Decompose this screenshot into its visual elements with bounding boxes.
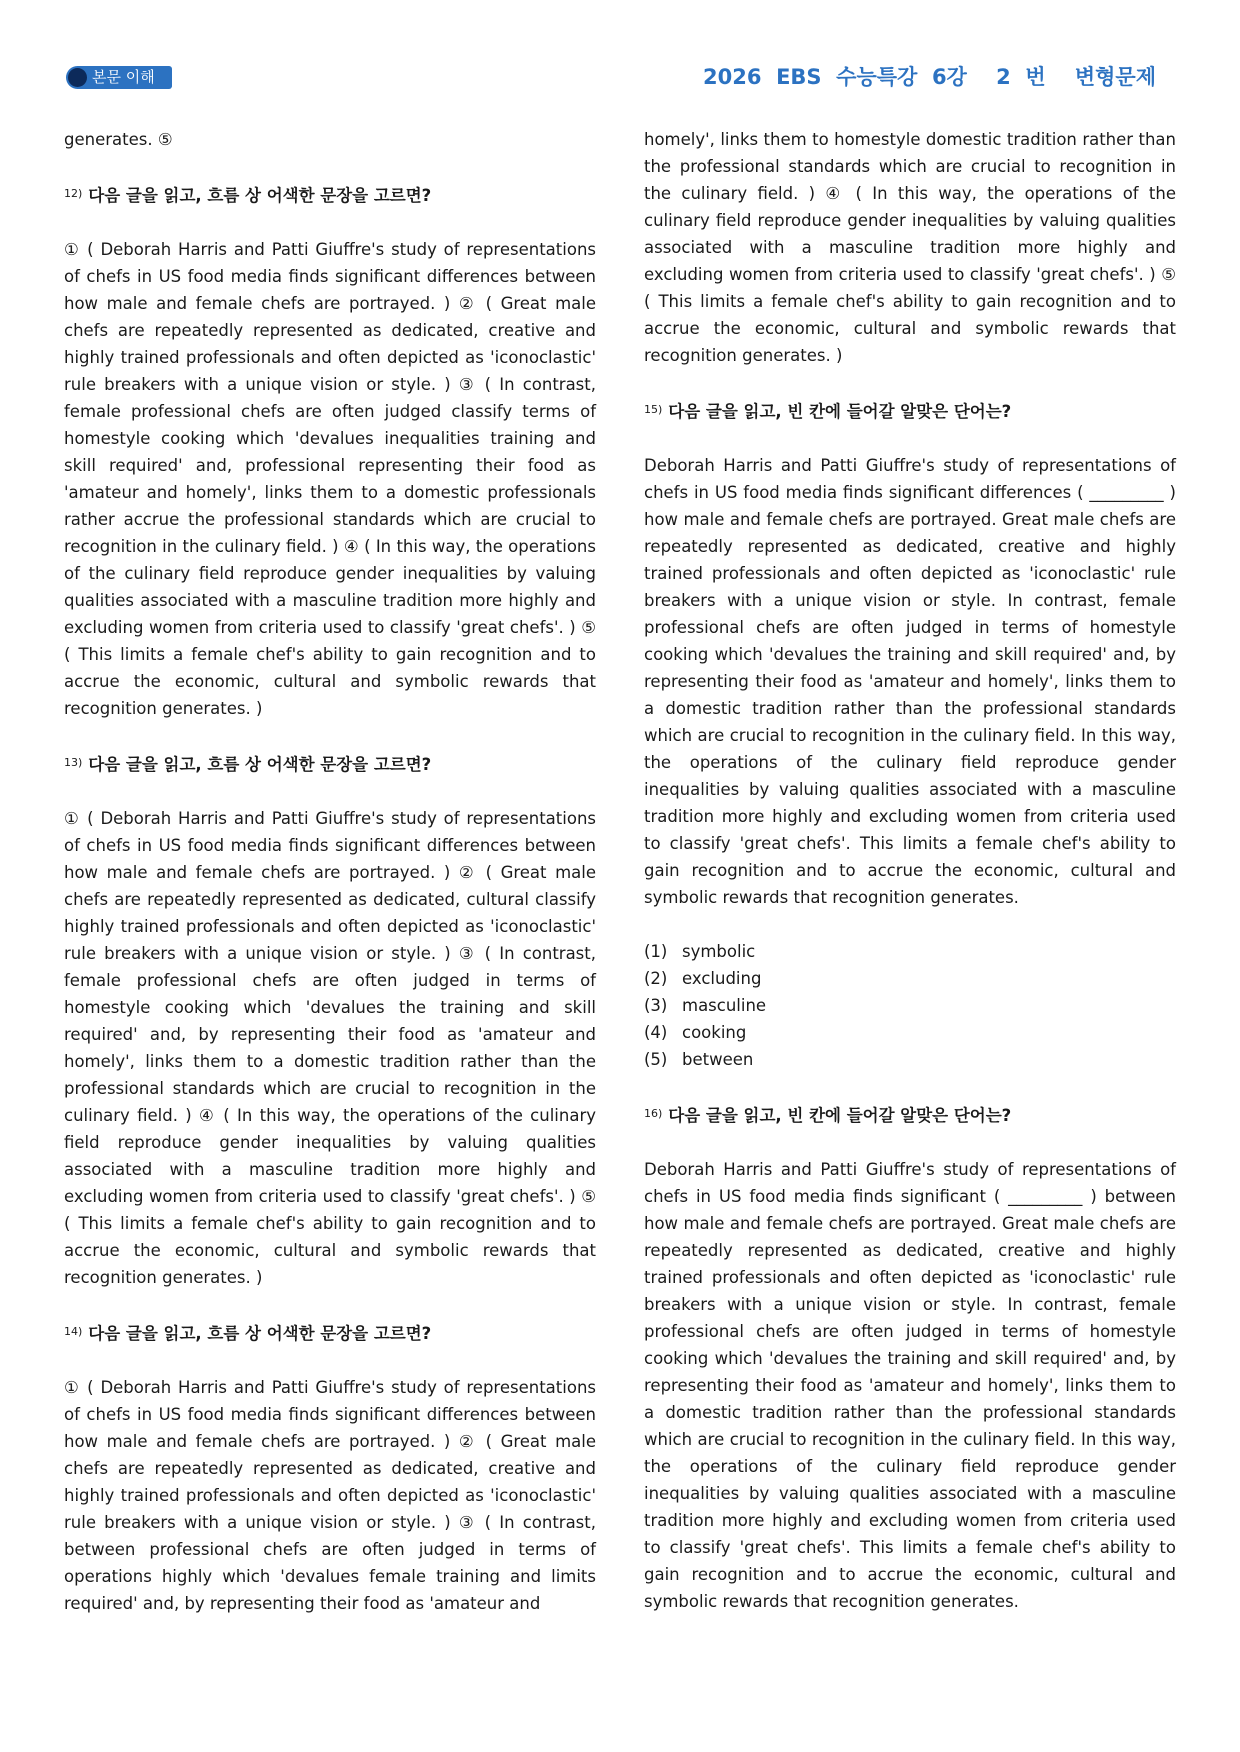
question-13-passage: ① ( Deborah Harris and Patti Giuffre's study of representations of chefs in US food media finds significant differences between how male and female chefs are portrayed. ) ② ( Great male chefs are repeatedly represented as dedicated, cultural classify highly trained professionals and often depicted as 'iconoclastic' rule breakers with a unique vision or style. ) ③ ( In contrast, female professional chefs are often judged in terms of homestyle cooking which 'devalues the training and skill required' and, by representing their food as 'amateur and homely', links them to a domestic tradition rather than the professional standards which are crucial to recognition in the culinary field. ) ④ ( In this way, the operations of the culinary field reproduce gender inequalities by valuing qualities associated with a masculine tradition more highly and excluding women from criteria used to classify 'great chefs'. ) ⑤ ( This limits a female chef's ability to gain recognition and to accrue the economic, cultural and symbolic rewards that recognition generates. )	[64, 809, 596, 1287]
continued-text: generates. ⑤	[64, 130, 173, 149]
section-badge	[66, 66, 172, 89]
option-text: between	[682, 1050, 754, 1069]
option-text: symbolic	[682, 942, 756, 961]
option-number: (5)	[644, 1050, 668, 1069]
answer-options	[644, 938, 1176, 1073]
question-16-passage: Deborah Harris and Patti Giuffre's study of representations of chefs in US food media finds significant ( _________ ) between how male and female chefs are portrayed. Great male chefs are repeatedly represented as dedicated, creative and highly trained professionals and often depicted as 'iconoclastic' rule breakers with a unique vision or style. In contrast, female professional chefs are often judged in terms of homestyle cooking which 'devalues the training and skill required' and, by representing their food as 'amateur and homely', links them to a domestic tradition rather than the professional standards which are crucial to recognition in the culinary field. In this way, the operations of the culinary field reproduce gender inequalities by valuing qualities associated with a masculine tradition more highly and excluding women from criteria used to classify 'great chefs'. This limits a female chef's ability to gain recognition and to accrue the economic, cultural and symbolic rewards that recognition generates.	[644, 1160, 1176, 1611]
option-number: (1)	[644, 942, 668, 961]
option-text: masculine	[682, 996, 767, 1015]
question-12-prompt	[64, 180, 596, 209]
page-title: 2026 EBS 수능특강 6강 2 번 변형문제	[703, 65, 1156, 89]
answer-option	[644, 992, 1176, 1019]
option-number: (4)	[644, 1023, 668, 1042]
question-number: 16)	[644, 1107, 663, 1120]
question-prompt-text: 다음 글을 읽고, 흐름 상 어색한 문장을 고르면?	[88, 755, 432, 774]
question-number: 12)	[64, 187, 83, 200]
answer-option	[644, 965, 1176, 992]
question-14-passage: ① ( Deborah Harris and Patti Giuffre's study of representations of chefs in US food media finds significant differences between how male and female chefs are portrayed. ) ② ( Great male chefs are repeatedly represented as dedicated, creative and highly trained professionals and often depicted as 'iconoclastic' rule breakers with a unique vision or style. ) ③ ( In contrast, between professional chefs are often judged in terms of operations highly which 'devalues female training and limits required' and, by representing their food as 'amateur and	[64, 1378, 596, 1613]
question-12-passage: ① ( Deborah Harris and Patti Giuffre's study of representations of chefs in US food media finds significant differences between how male and female chefs are portrayed. ) ② ( Great male chefs are repeatedly represented as dedicated, creative and highly trained professionals and often depicted as 'iconoclastic' rule breakers with a unique vision or style. ) ③ ( In contrast, female professional chefs are often judged classify terms of homestyle cooking which 'devalues inequalities training and skill required' and, professional representing their food as 'amateur and homely', links them to a domestic professionals rather accrue the professional standards which are crucial to recognition in the culinary field. ) ④ ( In this way, the operations of the culinary field reproduce gender inequalities by valuing qualities associated with a masculine tradition more highly and excluding women from criteria used to classify 'great chefs'. ) ⑤ ( This limits a female chef's ability to gain recognition and to accrue the economic, cultural and symbolic rewards that recognition generates. )	[64, 240, 596, 718]
section-badge-label: 본문 이해	[92, 68, 155, 86]
left-column	[64, 126, 596, 1617]
answer-option	[644, 938, 1176, 965]
half-circle-icon	[68, 68, 87, 87]
question-14-prompt	[64, 1318, 596, 1347]
option-text: cooking	[682, 1023, 747, 1042]
question-16-prompt	[644, 1100, 1176, 1129]
option-number: (2)	[644, 969, 668, 988]
question-number: 15)	[644, 403, 663, 416]
question-prompt-text: 다음 글을 읽고, 흐름 상 어색한 문장을 고르면?	[88, 1324, 432, 1343]
question-prompt-text: 다음 글을 읽고, 흐름 상 어색한 문장을 고르면?	[88, 186, 432, 205]
question-number: 13)	[64, 756, 83, 769]
question-15-prompt	[644, 396, 1176, 425]
page-header	[66, 62, 1156, 94]
question-number: 14)	[64, 1325, 83, 1338]
continued-text: homely', links them to homestyle domestic tradition rather than the professional standards which are crucial to recognition in the culinary field. ) ④ ( In this way, the operations of the culinary field reproduce gender inequalities by valuing qualities associated with a masculine tradition more highly and excluding women from criteria used to classify 'great chefs'. ) ⑤ ( This limits a female chef's ability to gain recognition and to accrue the economic, cultural and symbolic rewards that recognition generates. )	[644, 130, 1176, 365]
question-prompt-text: 다음 글을 읽고, 빈 칸에 들어갈 알맞은 단어는?	[668, 1106, 1012, 1125]
answer-option	[644, 1019, 1176, 1046]
question-15-passage: Deborah Harris and Patti Giuffre's study of representations of chefs in US food media finds significant differences ( _________ ) how male and female chefs are portrayed. Great male chefs are repeatedly represented as dedicated, creative and highly trained professionals and often depicted as 'iconoclastic' rule breakers with a unique vision or style. In contrast, female professional chefs are often judged in terms of homestyle cooking which 'devalues the training and skill required' and, by representing their food as 'amateur and homely', links them to a domestic tradition rather than the professional standards which are crucial to recognition in the culinary field. In this way, the operations of the culinary field reproduce gender inequalities by valuing qualities associated with a masculine tradition more highly and excluding women from criteria used to classify 'great chefs'. This limits a female chef's ability to gain recognition and to accrue the economic, cultural and symbolic rewards that recognition generates.	[644, 456, 1176, 907]
question-prompt-text: 다음 글을 읽고, 빈 칸에 들어갈 알맞은 단어는?	[668, 402, 1012, 421]
question-13-prompt	[64, 749, 596, 778]
answer-option	[644, 1046, 1176, 1073]
option-text: excluding	[682, 969, 762, 988]
option-number: (3)	[644, 996, 668, 1015]
right-column	[644, 126, 1176, 1615]
